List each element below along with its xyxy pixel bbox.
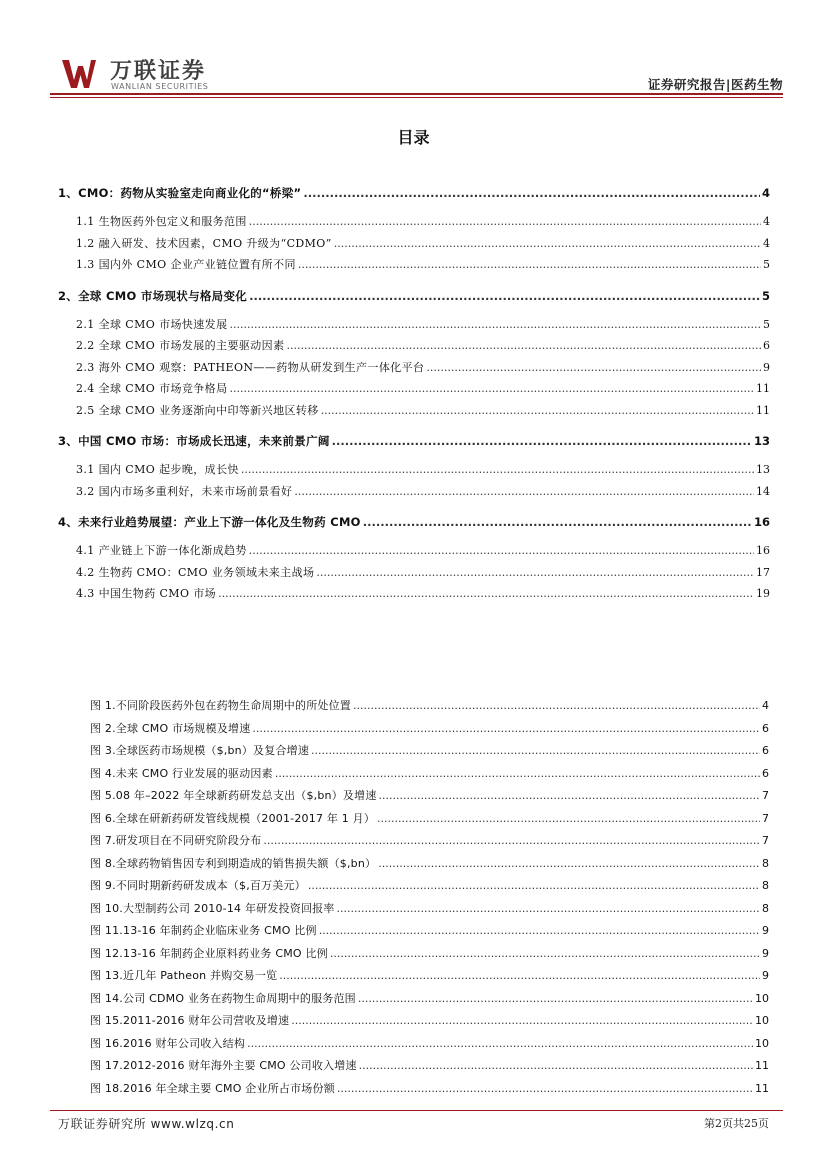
toc-subsection[interactable] xyxy=(58,564,770,586)
figure-entry-page: 10 xyxy=(755,991,769,1005)
figure-entry[interactable] xyxy=(90,877,769,900)
dot-leader xyxy=(298,258,761,271)
figure-entry[interactable] xyxy=(90,697,769,720)
figure-entry-title: 图 7.研发项目在不同研究阶段分布 xyxy=(90,834,262,847)
toc-subsection[interactable] xyxy=(58,316,770,338)
figure-entry-title: 图 3.全球医药市场规模（$,bn）及复合增速 xyxy=(90,744,310,757)
dot-leader xyxy=(334,237,761,250)
toc-subsection[interactable] xyxy=(58,483,770,505)
toc-subsection[interactable] xyxy=(58,402,770,424)
wanlian-logo-icon xyxy=(62,58,96,90)
toc-section-title: 3、中国 CMO 市场：市场成长迅速，未来前景广阔 xyxy=(58,434,330,448)
figure-entry-page: 9 xyxy=(762,924,769,937)
dot-leader xyxy=(337,1082,753,1095)
figure-entry-page: 9 xyxy=(762,969,769,982)
figure-entry[interactable] xyxy=(90,765,769,788)
dot-leader xyxy=(321,404,754,417)
toc-subsection-page: 5 xyxy=(763,317,770,331)
toc-subsection-page: 13 xyxy=(756,463,770,476)
figure-entry-title: 图 2.全球 CMO 市场规模及增速 xyxy=(90,721,251,735)
dot-leader xyxy=(229,382,754,395)
figure-entry[interactable] xyxy=(90,1080,769,1103)
figure-entry-title: 图 9.不同时期新药研发成本（$,百万美元） xyxy=(90,879,306,892)
toc-subsection-title: 3.1 国内 CMO 起步晚，成长快 xyxy=(76,463,239,476)
toc-subsection-page: 16 xyxy=(756,544,770,557)
toc-section-title: 2、全球 CMO 市场现状与格局变化 xyxy=(58,288,248,303)
toc-subsection-title: 4.3 中国生物药 CMO 市场 xyxy=(76,587,217,600)
dot-leader xyxy=(249,289,760,303)
dot-leader xyxy=(379,789,760,802)
figure-entry-title: 图 4.未来 CMO 行业发展的驱动因素 xyxy=(90,766,273,780)
dot-leader xyxy=(279,969,760,982)
toc-subsection-title: 4.1 产业链上下游一体化渐成趋势 xyxy=(76,544,247,557)
toc-subsection[interactable] xyxy=(58,380,770,402)
toc-subsection-title: 2.5 全球 CMO 业务逐渐向中印等新兴地区转移 xyxy=(76,403,319,417)
toc-section-page: 4 xyxy=(761,186,770,200)
dot-leader xyxy=(294,485,754,498)
toc-subsection[interactable] xyxy=(58,585,770,607)
figure-entry-title: 图 12.13-16 年制药企业原料药业务 CMO 比例 xyxy=(90,946,328,960)
page-number: 第2页共25页 xyxy=(704,1117,769,1130)
toc-subsection-title: 2.1 全球 CMO 市场快速发展 xyxy=(76,317,228,331)
figure-list xyxy=(90,697,769,1102)
toc-subsection[interactable] xyxy=(58,256,770,278)
figure-entry-page: 9 xyxy=(762,946,769,960)
dot-leader xyxy=(316,566,754,579)
header-divider xyxy=(50,93,783,95)
toc-subsection-page: 17 xyxy=(756,565,770,579)
figure-entry[interactable] xyxy=(90,900,769,923)
figure-entry-title: 图 6.全球在研新药研发管线规模（2001-2017 年 1 月） xyxy=(90,811,376,825)
figure-entry[interactable] xyxy=(90,1012,769,1035)
figure-entry[interactable] xyxy=(90,742,769,765)
figure-entry-page: 10 xyxy=(755,1014,769,1027)
logo-chinese-name: 万联证券 xyxy=(110,59,207,84)
dot-leader xyxy=(353,699,760,712)
figure-entry[interactable] xyxy=(90,967,769,990)
figure-entry-page: 7 xyxy=(762,834,769,847)
toc-subsection-page: 5 xyxy=(763,258,770,271)
dot-leader xyxy=(275,767,760,780)
dot-leader xyxy=(249,544,754,557)
figure-entry-page: 8 xyxy=(762,901,769,915)
figure-entry-title: 图 16.2016 财年公司收入结构 xyxy=(90,1036,246,1050)
toc-subsection-page: 6 xyxy=(763,339,770,352)
toc-subsection-title: 2.2 全球 CMO 市场发展的主要驱动因素 xyxy=(76,339,285,352)
figure-entry[interactable] xyxy=(90,787,769,810)
toc-subsection-page: 19 xyxy=(756,587,770,600)
dot-leader xyxy=(308,879,760,892)
figure-entry[interactable] xyxy=(90,945,769,968)
footer-divider xyxy=(50,1110,783,1111)
page-header xyxy=(50,52,783,94)
toc-subsection-page: 11 xyxy=(756,403,770,417)
footer-source: 万联证券研究所 www.wlzq.cn xyxy=(58,1117,235,1131)
figure-entry-title: 图 13.近几年 Patheon 并购交易一览 xyxy=(90,969,278,982)
toc-section[interactable] xyxy=(58,288,770,310)
figure-entry[interactable] xyxy=(90,922,769,945)
figure-entry[interactable] xyxy=(90,1057,769,1080)
toc-section[interactable] xyxy=(58,185,770,207)
dot-leader xyxy=(303,186,760,200)
toc-section-page: 16 xyxy=(753,515,770,529)
toc-subsection-title: 2.3 海外 CMO 观察：PATHEON——药物从研发到生产一体化平台 xyxy=(76,360,425,374)
toc-section-page: 5 xyxy=(761,288,770,303)
toc-subsection-title: 2.4 全球 CMO 市场竞争格局 xyxy=(76,382,228,395)
figure-entry-page: 6 xyxy=(762,744,769,757)
dot-leader xyxy=(291,1014,753,1027)
dot-leader xyxy=(332,434,752,448)
figure-entry-page: 6 xyxy=(762,766,769,780)
toc-subsection-title: 1.1 生物医药外包定义和服务范围 xyxy=(76,215,247,228)
dot-leader xyxy=(358,992,753,1005)
toc-title: 目录 xyxy=(397,128,430,147)
figure-entry-page: 6 xyxy=(762,721,769,735)
toc-subsection[interactable] xyxy=(58,337,770,359)
dot-leader xyxy=(263,834,760,847)
figure-entry-page: 11 xyxy=(755,1059,769,1072)
figure-entry[interactable] xyxy=(90,832,769,855)
toc-section-title: 1、CMO：药物从实验室走向商业化的“桥梁” xyxy=(58,186,302,200)
figure-entry-page: 7 xyxy=(762,811,769,825)
dot-leader xyxy=(426,361,761,374)
dot-leader xyxy=(218,587,754,600)
toc-subsection-title: 4.2 生物药 CMO：CMO 业务领域未来主战场 xyxy=(76,565,315,579)
toc-subsection[interactable] xyxy=(58,359,770,381)
toc-subsection-title: 1.2 融入研发、技术因素，CMO 升级为“CDMO” xyxy=(76,236,332,250)
figure-entry-title: 图 8.全球药物销售因专利到期造成的销售损失额（$,bn） xyxy=(90,856,377,870)
dot-leader xyxy=(247,1037,753,1050)
figure-entry-title: 图 17.2012-2016 财年海外主要 CMO 公司收入增速 xyxy=(90,1059,357,1072)
dot-leader xyxy=(378,857,760,870)
dot-leader xyxy=(241,463,754,476)
dot-leader xyxy=(377,812,760,825)
figure-entry-title: 图 15.2011-2016 财年公司营收及增速 xyxy=(90,1014,290,1027)
dot-leader xyxy=(359,1059,753,1072)
figure-entry-page: 7 xyxy=(762,789,769,802)
figure-entry[interactable] xyxy=(90,855,769,878)
toc-subsection[interactable] xyxy=(58,213,770,235)
toc-section[interactable] xyxy=(58,514,770,536)
toc-section-title: 4、未来行业趋势展望：产业上下游一体化及生物药 CMO xyxy=(58,515,361,529)
toc-subsection-page: 9 xyxy=(763,360,770,374)
dot-leader xyxy=(249,215,761,228)
report-category: 证券研究报告|医药生物 xyxy=(647,77,783,92)
dot-leader xyxy=(286,339,761,352)
toc-subsection-page: 4 xyxy=(763,236,770,250)
dot-leader xyxy=(252,722,760,735)
dot-leader xyxy=(319,924,760,937)
figure-entry-page: 8 xyxy=(762,856,769,870)
dot-leader xyxy=(330,947,760,960)
figure-entry-title: 图 10.大型制药公司 2010-14 年研发投资回报率 xyxy=(90,901,335,915)
figure-entry[interactable] xyxy=(90,810,769,833)
figure-entry[interactable] xyxy=(90,1035,769,1058)
dot-leader xyxy=(311,744,760,757)
figure-entry-title: 图 18.2016 年全球主要 CMO 企业所占市场份额 xyxy=(90,1081,335,1095)
toc-subsection[interactable] xyxy=(58,235,770,257)
toc-section[interactable] xyxy=(58,433,770,455)
figure-entry-page: 10 xyxy=(755,1036,769,1050)
table-of-contents xyxy=(58,185,770,607)
header-divider-thin xyxy=(50,97,783,98)
figure-entry-page: 11 xyxy=(755,1081,769,1095)
figure-entry[interactable] xyxy=(90,990,769,1013)
dot-leader xyxy=(363,515,752,529)
figure-entry-title: 图 5.08 年–2022 年全球新药研发总支出（$,bn）及增速 xyxy=(90,789,377,802)
figure-entry-title: 图 1.不同阶段医药外包在药物生命周期中的所处位置 xyxy=(90,699,351,712)
dot-leader xyxy=(229,318,761,331)
toc-subsection-title: 1.3 国内外 CMO 企业产业链位置有所不同 xyxy=(76,258,296,271)
toc-subsection-page: 4 xyxy=(763,215,770,228)
toc-subsection[interactable] xyxy=(58,542,770,564)
figure-entry[interactable] xyxy=(90,720,769,743)
toc-subsection-title: 3.2 国内市场多重利好，未来市场前景看好 xyxy=(76,484,293,498)
figure-entry-title: 图 11.13-16 年制药企业临床业务 CMO 比例 xyxy=(90,924,317,937)
dot-leader xyxy=(337,902,760,915)
toc-subsection-page: 11 xyxy=(756,382,770,395)
figure-entry-page: 4 xyxy=(762,699,769,712)
toc-subsection[interactable] xyxy=(58,461,770,483)
toc-subsection-page: 14 xyxy=(756,484,770,498)
figure-entry-page: 8 xyxy=(762,879,769,892)
toc-section-page: 13 xyxy=(753,434,770,448)
figure-entry-title: 图 14.公司 CDMO 业务在药物生命周期中的服务范围 xyxy=(90,991,356,1005)
logo-english-name: WANLIAN SECURITIES xyxy=(111,82,209,91)
